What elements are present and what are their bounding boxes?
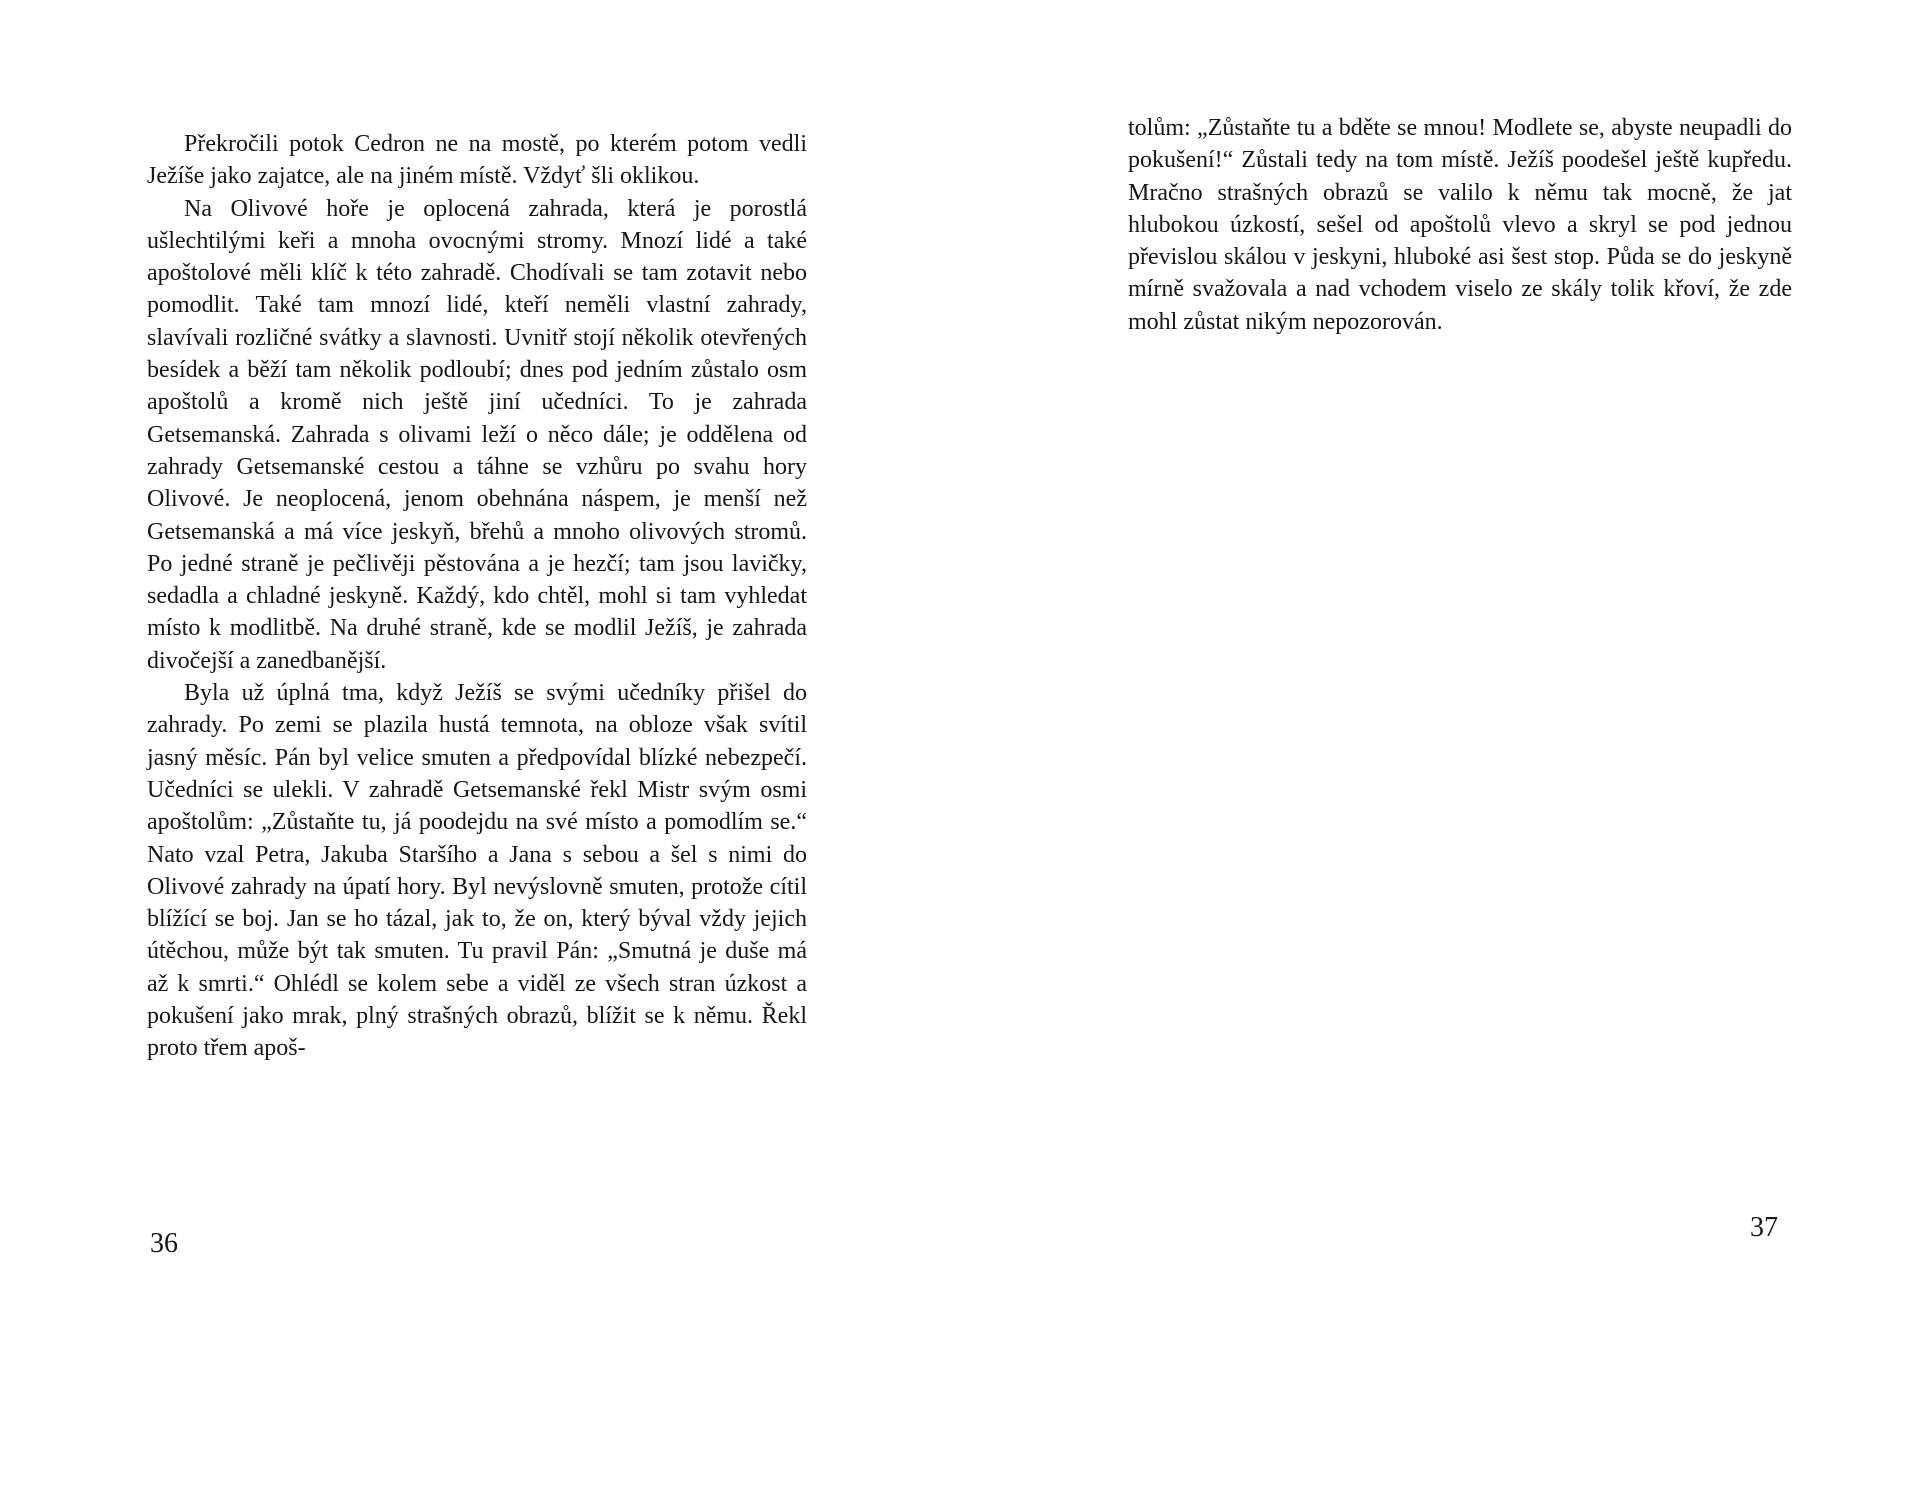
paragraph: Byla už úplná tma, když Ježíš se svými učedníky přišel do zahrady. Po zemi se plazila hustá temnota, na obloze však svítil jasný měsíc. Pán byl velice smuten a předpovídal blízké nebezpečí. Učedníci se ulekli. V zahradě Getsemanské řekl Mistr svým osmi apoštolům: „Zůstaňte tu, já poodejdu na své místo a pomodlím se.“ Nato vzal Petra, Jakuba Staršího a Jana s sebou a šel s nimi do Olivové zahrady na úpatí hory. Byl nevýslovně smuten, protože cítil blížící se boj. Jan se ho tázal, jak to, že on, který býval vždy jejich útěchou, může být tak smuten. Tu pravil Pán: „Smutná je duše má až k smrti.“ Ohlédl se kolem sebe a viděl ze všech stran úzkost a pokušení jako mrak, plný strašných obrazů, blížit se k němu. Řekl proto třem apoš- [147,680,807,1062]
left-page-text [147,128,807,1065]
right-page-text [1128,112,1792,338]
paragraph: tolům: „Zůstaňte tu a bděte se mnou! Modlete se, abyste neupadli do pokušení!“ Zůstali tedy na tom místě. Ježíš poodešel ještě kupředu. Mračno strašných obrazů se valilo k němu tak mocně, že jat hlubokou úzkostí, sešel od apoštolů vlevo a skryl se pod jednou převislou skálou v jeskyni, hluboké asi šest stop. Půda se do jeskyně mírně svažovala a nad vchodem viselo ze skály tolik křoví, že zde mohl zůstat nikým nepozorován. [1128,115,1792,335]
page-number: 36 [150,1228,178,1259]
paragraph: Na Olivové hoře je oplocená zahrada, která je porostlá ušlechtilými keři a mnoha ovocnými stromy. Mnozí lidé a také apoštolové měli klíč k této zahradě. Chodívali se tam zotavit nebo pomodlit. Také tam mnozí lidé, kteří neměli vlastní zahrady, slavívali rozličné svátky a slavnosti. Uvnitř stojí několik otevřených besídek a běží tam několik podloubí; dnes pod jedním zůstalo osm apoštolů a kromě nich ještě jiní učedníci. To je zahrada Getsemanská. Zahrada s olivami leží o něco dále; je oddělena od zahrady Getsemanské cestou a táhne se vzhůru po svahu hory Olivové. Je neoplocená, jenom obehnána náspem, je menší než Getsemanská a má více jeskyň, břehů a mnoho olivových stromů. Po jedné straně je pečlivěji pěstována a je hezčí; tam jsou lavičky, sedadla a chladné jeskyně. Každý, kdo chtěl, mohl si tam vyhledat místo k modlitbě. Na druhé straně, kde se modlil Ježíš, je zahrada divočejší a zanedbanější. [147,195,807,674]
paragraph: Překročili potok Cedron ne na mostě, po kterém potom vedli Ježíše jako zajatce, ale na jiném místě. Vždyť šli oklikou. [147,131,807,190]
right-page [962,0,1924,1500]
page-number: 37 [1750,1212,1778,1243]
